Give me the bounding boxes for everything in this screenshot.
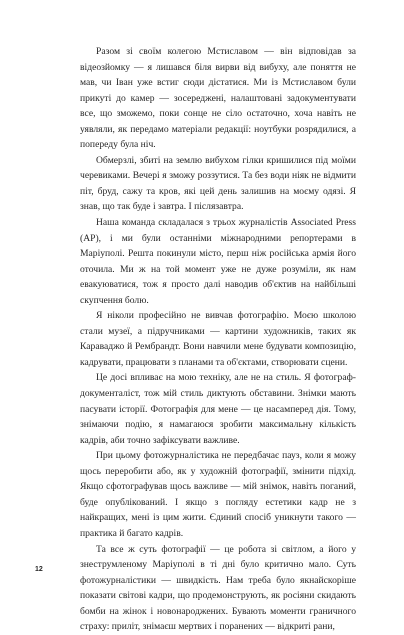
body-text <box>80 44 356 635</box>
paragraph-5: Це досі впливає на мою техніку, але не на стиль. Я фотограф-документаліст, тож мій стиль диктують обставини. Знімки мають пасувати історії. Фотографія для мене — це насамперед дія. Тому, знімаючи подію, я намагаюся зробити максимальну кількість кадрів, аби точно зафіксувати важливе. <box>80 372 356 446</box>
paragraph-2: Обмерзлі, збиті на землю вибухом гілки кришилися під моїми черевиками. Вечері я зможу роззутися. Та без води ніяк не відмити піт, бруд, сажу та кров, які цей день залишив на моєму одязі. Я знав, що так буде і завтра. І післязавтра. <box>80 154 356 213</box>
paragraph-6: При цьому фотожурналістика не передбачає пауз, коли я можу щось переробити або, як у художній фотографії, змінити підхід. Якщо сфотографував щось важливе — мій знімок, навіть поганий, буде опублікований. І якщо з погляду естетики кадр не з найкращих, мені із цим жити. Єдиний спосіб уникнути такого — практика й багато кадрів. <box>80 450 356 539</box>
page-number: 12 <box>35 566 43 573</box>
paragraph-4: Я ніколи професійно не вивчав фотографію. Моєю школою стали музеї, а підручниками — картини художників, таких як Караваджо й Рембрандт. Вони навчили мене будувати композицію, кадрувати, працювати з планами та об'єктами, створювати сцени. <box>80 310 356 368</box>
paragraph-1: Разом зі своїм колегою Мстиславом — він відповідав за відеозйомку — я лишався біля вирви від вибуху, але поняття не мав, чи Іван уже встиг сюди дістатися. Ми із Мстиславом були прикуті до камер — зосереджені, налаштовані задокументувати все, що зможемо, поки сонце не сіло остаточно, хоча навіть не уявляли, як передамо матеріали редакції: ноутбуки розрядилися, а попереду була ніч. <box>80 46 356 151</box>
paragraph-7: Та все ж суть фотографії — це робота зі світлом, а його у знеструмленому Маріуполі в ті дні було критично мало. Суть фотожурналістики — швидкість. Нам треба було якнайскоріше показати світові кадри, що продемонструють, як росіяни скидають бомби на жінок і новонароджених. Бувають моменти граничного страху: приліт, знімаєш мертвих і поранених — відкриті рани, <box>80 543 356 633</box>
paragraph-3: Наша команда складалася з трьох журналістів Associated Press (AP), і ми були останніми міжнародними репортерами в Маріуполі. Решта покинули місто, перш ніж російська армія його оточила. Ми ж на той момент уже не дуже розуміли, як нам евакуюватися, тож я просто далі наводив об'єктив на найбільші скупчення болю. <box>80 217 356 306</box>
